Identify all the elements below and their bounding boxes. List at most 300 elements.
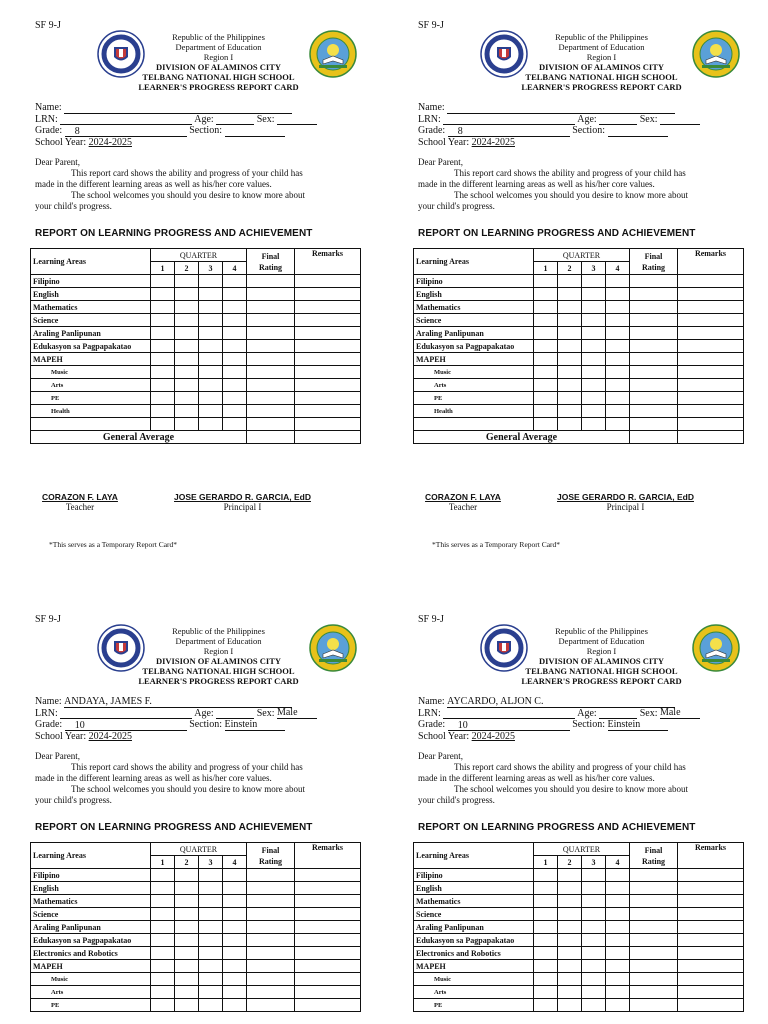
- grade-cell[interactable]: [151, 908, 175, 921]
- grade-cell[interactable]: [630, 340, 678, 353]
- grade-cell[interactable]: [678, 947, 744, 960]
- grade-cell[interactable]: [175, 379, 199, 392]
- grade-cell[interactable]: [295, 960, 361, 973]
- grade-cell[interactable]: [606, 960, 630, 973]
- grade-cell[interactable]: [247, 973, 295, 986]
- grade-cell[interactable]: [678, 973, 744, 986]
- grade-cell[interactable]: [151, 418, 175, 431]
- grade-field[interactable]: 8: [448, 127, 570, 137]
- grade-cell[interactable]: [175, 895, 199, 908]
- grade-cell[interactable]: [534, 340, 558, 353]
- grade-cell[interactable]: [247, 960, 295, 973]
- age-field[interactable]: [216, 708, 254, 719]
- grade-cell[interactable]: [534, 275, 558, 288]
- grade-cell[interactable]: [678, 895, 744, 908]
- grade-cell[interactable]: [630, 366, 678, 379]
- grade-cell[interactable]: [295, 986, 361, 999]
- grade-field[interactable]: 8: [65, 127, 187, 137]
- grade-cell[interactable]: [558, 340, 582, 353]
- grade-cell[interactable]: [199, 986, 223, 999]
- section-field[interactable]: [608, 126, 668, 137]
- grade-cell[interactable]: [175, 960, 199, 973]
- grade-cell[interactable]: [582, 934, 606, 947]
- grade-cell[interactable]: [247, 301, 295, 314]
- grade-cell[interactable]: [606, 986, 630, 999]
- name-field[interactable]: AYCARDO, ALJON C.: [447, 697, 675, 708]
- grade-cell[interactable]: [247, 869, 295, 882]
- grade-cell[interactable]: [199, 960, 223, 973]
- grade-cell[interactable]: [247, 934, 295, 947]
- grade-cell[interactable]: [678, 418, 744, 431]
- grade-cell[interactable]: [678, 353, 744, 366]
- grade-cell[interactable]: [558, 947, 582, 960]
- general-average-cell[interactable]: [630, 431, 678, 444]
- grade-cell[interactable]: [223, 366, 247, 379]
- grade-cell[interactable]: [295, 973, 361, 986]
- grade-cell[interactable]: [295, 314, 361, 327]
- grade-cell[interactable]: [582, 314, 606, 327]
- grade-cell[interactable]: [223, 908, 247, 921]
- grade-cell[interactable]: [295, 301, 361, 314]
- grade-cell[interactable]: [582, 973, 606, 986]
- grade-cell[interactable]: [223, 340, 247, 353]
- grade-cell[interactable]: [199, 869, 223, 882]
- grade-cell[interactable]: [630, 353, 678, 366]
- grade-cell[interactable]: [678, 934, 744, 947]
- grade-cell[interactable]: [199, 392, 223, 405]
- lrn-field[interactable]: [443, 114, 575, 125]
- grade-cell[interactable]: [534, 921, 558, 934]
- grade-cell[interactable]: [223, 353, 247, 366]
- grade-cell[interactable]: [151, 353, 175, 366]
- sex-field[interactable]: Male: [277, 708, 317, 719]
- grade-cell[interactable]: [630, 288, 678, 301]
- grade-cell[interactable]: [558, 366, 582, 379]
- grade-cell[interactable]: [534, 392, 558, 405]
- grade-cell[interactable]: [151, 301, 175, 314]
- grade-cell[interactable]: [606, 418, 630, 431]
- grade-cell[interactable]: [247, 418, 295, 431]
- grade-cell[interactable]: [199, 895, 223, 908]
- grade-cell[interactable]: [630, 986, 678, 999]
- grade-cell[interactable]: [678, 327, 744, 340]
- grade-cell[interactable]: [606, 999, 630, 1012]
- grade-cell[interactable]: [582, 353, 606, 366]
- grade-cell[interactable]: [630, 999, 678, 1012]
- grade-cell[interactable]: [582, 392, 606, 405]
- grade-cell[interactable]: [175, 392, 199, 405]
- grade-cell[interactable]: [295, 921, 361, 934]
- grade-cell[interactable]: [199, 405, 223, 418]
- grade-cell[interactable]: [678, 405, 744, 418]
- grade-cell[interactable]: [582, 340, 606, 353]
- grade-cell[interactable]: [223, 327, 247, 340]
- grade-cell[interactable]: [199, 882, 223, 895]
- grade-cell[interactable]: [175, 882, 199, 895]
- grade-cell[interactable]: [223, 999, 247, 1012]
- grade-cell[interactable]: [295, 405, 361, 418]
- grade-cell[interactable]: [630, 882, 678, 895]
- grade-cell[interactable]: [558, 973, 582, 986]
- grade-cell[interactable]: [223, 986, 247, 999]
- grade-cell[interactable]: [151, 947, 175, 960]
- grade-cell[interactable]: [247, 921, 295, 934]
- grade-cell[interactable]: [199, 908, 223, 921]
- grade-cell[interactable]: [175, 947, 199, 960]
- grade-cell[interactable]: [199, 327, 223, 340]
- grade-cell[interactable]: [606, 405, 630, 418]
- grade-cell[interactable]: [582, 947, 606, 960]
- grade-cell[interactable]: [558, 999, 582, 1012]
- grade-cell[interactable]: [247, 895, 295, 908]
- grade-cell[interactable]: [678, 999, 744, 1012]
- grade-cell[interactable]: [534, 908, 558, 921]
- grade-cell[interactable]: [606, 947, 630, 960]
- grade-cell[interactable]: [558, 379, 582, 392]
- grade-cell[interactable]: [558, 301, 582, 314]
- grade-cell[interactable]: [295, 366, 361, 379]
- grade-cell[interactable]: [534, 366, 558, 379]
- grade-cell[interactable]: [678, 275, 744, 288]
- grade-cell[interactable]: [558, 869, 582, 882]
- section-field[interactable]: Einstein: [608, 720, 668, 731]
- grade-cell[interactable]: [151, 960, 175, 973]
- grade-cell[interactable]: [630, 301, 678, 314]
- grade-cell[interactable]: [606, 379, 630, 392]
- grade-cell[interactable]: [151, 921, 175, 934]
- grade-cell[interactable]: [175, 418, 199, 431]
- grade-cell[interactable]: [678, 301, 744, 314]
- grade-cell[interactable]: [534, 882, 558, 895]
- grade-cell[interactable]: [630, 392, 678, 405]
- grade-cell[interactable]: [582, 960, 606, 973]
- grade-cell[interactable]: [199, 275, 223, 288]
- grade-cell[interactable]: [247, 392, 295, 405]
- grade-cell[interactable]: [558, 314, 582, 327]
- grade-cell[interactable]: [558, 934, 582, 947]
- grade-cell[interactable]: [582, 908, 606, 921]
- grade-cell[interactable]: [199, 288, 223, 301]
- grade-cell[interactable]: [175, 908, 199, 921]
- grade-cell[interactable]: [151, 314, 175, 327]
- grade-cell[interactable]: [151, 379, 175, 392]
- grade-cell[interactable]: [151, 999, 175, 1012]
- grade-cell[interactable]: [175, 921, 199, 934]
- grade-cell[interactable]: [558, 392, 582, 405]
- grade-cell[interactable]: [295, 934, 361, 947]
- grade-cell[interactable]: [247, 986, 295, 999]
- grade-cell[interactable]: [606, 340, 630, 353]
- grade-cell[interactable]: [151, 986, 175, 999]
- grade-cell[interactable]: [582, 999, 606, 1012]
- grade-cell[interactable]: [534, 869, 558, 882]
- grade-cell[interactable]: [295, 418, 361, 431]
- grade-cell[interactable]: [534, 379, 558, 392]
- grade-cell[interactable]: [582, 882, 606, 895]
- grade-cell[interactable]: [295, 895, 361, 908]
- grade-cell[interactable]: [151, 340, 175, 353]
- grade-cell[interactable]: [295, 275, 361, 288]
- grade-cell[interactable]: [223, 869, 247, 882]
- grade-cell[interactable]: [175, 327, 199, 340]
- grade-cell[interactable]: [199, 301, 223, 314]
- grade-cell[interactable]: [582, 895, 606, 908]
- grade-cell[interactable]: [223, 882, 247, 895]
- grade-cell[interactable]: [223, 895, 247, 908]
- grade-cell[interactable]: [606, 895, 630, 908]
- grade-cell[interactable]: [678, 314, 744, 327]
- grade-cell[interactable]: [295, 999, 361, 1012]
- sex-field[interactable]: [277, 114, 317, 125]
- grade-cell[interactable]: [151, 934, 175, 947]
- grade-cell[interactable]: [678, 288, 744, 301]
- age-field[interactable]: [599, 114, 637, 125]
- grade-cell[interactable]: [199, 418, 223, 431]
- grade-cell[interactable]: [558, 908, 582, 921]
- grade-cell[interactable]: [630, 895, 678, 908]
- grade-cell[interactable]: [606, 366, 630, 379]
- grade-cell[interactable]: [247, 947, 295, 960]
- lrn-field[interactable]: [443, 708, 575, 719]
- grade-cell[interactable]: [534, 986, 558, 999]
- grade-cell[interactable]: [175, 314, 199, 327]
- grade-cell[interactable]: [247, 275, 295, 288]
- grade-cell[interactable]: [630, 405, 678, 418]
- grade-cell[interactable]: [534, 353, 558, 366]
- grade-cell[interactable]: [223, 288, 247, 301]
- grade-cell[interactable]: [247, 405, 295, 418]
- grade-cell[interactable]: [175, 340, 199, 353]
- grade-cell[interactable]: [606, 392, 630, 405]
- grade-cell[interactable]: [247, 366, 295, 379]
- grade-cell[interactable]: [295, 869, 361, 882]
- sex-field[interactable]: [660, 114, 700, 125]
- grade-cell[interactable]: [582, 366, 606, 379]
- grade-cell[interactable]: [582, 275, 606, 288]
- grade-cell[interactable]: [534, 895, 558, 908]
- grade-cell[interactable]: [295, 882, 361, 895]
- grade-cell[interactable]: [295, 327, 361, 340]
- grade-cell[interactable]: [223, 392, 247, 405]
- grade-cell[interactable]: [558, 882, 582, 895]
- grade-cell[interactable]: [223, 314, 247, 327]
- grade-field[interactable]: 10: [65, 721, 187, 731]
- grade-cell[interactable]: [175, 275, 199, 288]
- grade-cell[interactable]: [199, 366, 223, 379]
- grade-cell[interactable]: [295, 379, 361, 392]
- grade-cell[interactable]: [175, 986, 199, 999]
- grade-cell[interactable]: [534, 314, 558, 327]
- grade-cell[interactable]: [223, 301, 247, 314]
- grade-cell[interactable]: [606, 353, 630, 366]
- name-field[interactable]: [64, 103, 292, 114]
- grade-cell[interactable]: [582, 986, 606, 999]
- grade-cell[interactable]: [175, 973, 199, 986]
- grade-cell[interactable]: [606, 301, 630, 314]
- grade-cell[interactable]: [247, 340, 295, 353]
- grade-cell[interactable]: [630, 379, 678, 392]
- age-field[interactable]: [216, 114, 254, 125]
- grade-cell[interactable]: [247, 288, 295, 301]
- grade-cell[interactable]: [558, 353, 582, 366]
- grade-field[interactable]: 10: [448, 721, 570, 731]
- grade-cell[interactable]: [175, 405, 199, 418]
- grade-cell[interactable]: [199, 314, 223, 327]
- grade-cell[interactable]: [223, 418, 247, 431]
- grade-cell[interactable]: [558, 895, 582, 908]
- grade-cell[interactable]: [678, 366, 744, 379]
- grade-cell[interactable]: [582, 418, 606, 431]
- grade-cell[interactable]: [606, 288, 630, 301]
- grade-cell[interactable]: [678, 986, 744, 999]
- grade-cell[interactable]: [223, 947, 247, 960]
- grade-cell[interactable]: [534, 960, 558, 973]
- section-field[interactable]: Einstein: [225, 720, 285, 731]
- grade-cell[interactable]: [678, 882, 744, 895]
- grade-cell[interactable]: [199, 973, 223, 986]
- grade-cell[interactable]: [151, 895, 175, 908]
- grade-cell[interactable]: [151, 327, 175, 340]
- grade-cell[interactable]: [151, 392, 175, 405]
- grade-cell[interactable]: [630, 934, 678, 947]
- grade-cell[interactable]: [223, 379, 247, 392]
- grade-cell[interactable]: [606, 275, 630, 288]
- grade-cell[interactable]: [151, 973, 175, 986]
- grade-cell[interactable]: [175, 999, 199, 1012]
- grade-cell[interactable]: [582, 921, 606, 934]
- grade-cell[interactable]: [558, 960, 582, 973]
- grade-cell[interactable]: [534, 999, 558, 1012]
- grade-cell[interactable]: [199, 999, 223, 1012]
- grade-cell[interactable]: [534, 301, 558, 314]
- grade-cell[interactable]: [534, 934, 558, 947]
- grade-cell[interactable]: [199, 353, 223, 366]
- grade-cell[interactable]: [247, 327, 295, 340]
- lrn-field[interactable]: [60, 708, 192, 719]
- grade-cell[interactable]: [582, 405, 606, 418]
- grade-cell[interactable]: [678, 908, 744, 921]
- grade-cell[interactable]: [223, 973, 247, 986]
- grade-cell[interactable]: [630, 947, 678, 960]
- grade-cell[interactable]: [630, 869, 678, 882]
- grade-cell[interactable]: [151, 869, 175, 882]
- grade-cell[interactable]: [175, 353, 199, 366]
- grade-cell[interactable]: [534, 947, 558, 960]
- grade-cell[interactable]: [151, 275, 175, 288]
- grade-cell[interactable]: [582, 379, 606, 392]
- grade-cell[interactable]: [606, 908, 630, 921]
- grade-cell[interactable]: [558, 327, 582, 340]
- grade-cell[interactable]: [558, 275, 582, 288]
- grade-cell[interactable]: [606, 921, 630, 934]
- grade-cell[interactable]: [558, 418, 582, 431]
- grade-cell[interactable]: [247, 999, 295, 1012]
- grade-cell[interactable]: [534, 288, 558, 301]
- grade-cell[interactable]: [606, 934, 630, 947]
- grade-cell[interactable]: [630, 973, 678, 986]
- grade-cell[interactable]: [630, 921, 678, 934]
- grade-cell[interactable]: [630, 908, 678, 921]
- grade-cell[interactable]: [630, 327, 678, 340]
- grade-cell[interactable]: [678, 379, 744, 392]
- general-average-remarks[interactable]: [678, 431, 744, 444]
- name-field[interactable]: [447, 103, 675, 114]
- grade-cell[interactable]: [223, 405, 247, 418]
- grade-cell[interactable]: [630, 960, 678, 973]
- grade-cell[interactable]: [630, 314, 678, 327]
- section-field[interactable]: [225, 126, 285, 137]
- grade-cell[interactable]: [678, 960, 744, 973]
- grade-cell[interactable]: [534, 405, 558, 418]
- general-average-remarks[interactable]: [295, 431, 361, 444]
- grade-cell[interactable]: [534, 327, 558, 340]
- grade-cell[interactable]: [606, 869, 630, 882]
- name-field[interactable]: ANDAYA, JAMES F.: [64, 697, 292, 708]
- grade-cell[interactable]: [558, 986, 582, 999]
- grade-cell[interactable]: [295, 340, 361, 353]
- grade-cell[interactable]: [223, 275, 247, 288]
- grade-cell[interactable]: [558, 921, 582, 934]
- grade-cell[interactable]: [175, 934, 199, 947]
- grade-cell[interactable]: [558, 405, 582, 418]
- grade-cell[interactable]: [534, 418, 558, 431]
- grade-cell[interactable]: [582, 301, 606, 314]
- grade-cell[interactable]: [606, 973, 630, 986]
- grade-cell[interactable]: [199, 947, 223, 960]
- grade-cell[interactable]: [295, 288, 361, 301]
- grade-cell[interactable]: [151, 288, 175, 301]
- sex-field[interactable]: Male: [660, 708, 700, 719]
- grade-cell[interactable]: [247, 314, 295, 327]
- grade-cell[interactable]: [606, 314, 630, 327]
- grade-cell[interactable]: [295, 353, 361, 366]
- grade-cell[interactable]: [151, 366, 175, 379]
- general-average-cell[interactable]: [247, 431, 295, 444]
- grade-cell[interactable]: [175, 366, 199, 379]
- grade-cell[interactable]: [295, 947, 361, 960]
- grade-cell[interactable]: [199, 921, 223, 934]
- grade-cell[interactable]: [151, 882, 175, 895]
- grade-cell[interactable]: [223, 960, 247, 973]
- grade-cell[interactable]: [295, 392, 361, 405]
- grade-cell[interactable]: [199, 379, 223, 392]
- grade-cell[interactable]: [582, 869, 606, 882]
- grade-cell[interactable]: [630, 275, 678, 288]
- lrn-field[interactable]: [60, 114, 192, 125]
- grade-cell[interactable]: [678, 340, 744, 353]
- grade-cell[interactable]: [223, 921, 247, 934]
- grade-cell[interactable]: [558, 288, 582, 301]
- grade-cell[interactable]: [678, 921, 744, 934]
- grade-cell[interactable]: [630, 418, 678, 431]
- grade-cell[interactable]: [199, 934, 223, 947]
- grade-cell[interactable]: [175, 288, 199, 301]
- age-field[interactable]: [599, 708, 637, 719]
- grade-cell[interactable]: [534, 973, 558, 986]
- grade-cell[interactable]: [678, 869, 744, 882]
- grade-cell[interactable]: [223, 934, 247, 947]
- grade-cell[interactable]: [295, 908, 361, 921]
- grade-cell[interactable]: [582, 288, 606, 301]
- grade-cell[interactable]: [175, 869, 199, 882]
- grade-cell[interactable]: [199, 340, 223, 353]
- grade-cell[interactable]: [247, 379, 295, 392]
- grade-cell[interactable]: [606, 327, 630, 340]
- grade-cell[interactable]: [678, 392, 744, 405]
- grade-cell[interactable]: [247, 353, 295, 366]
- grade-cell[interactable]: [606, 882, 630, 895]
- grade-cell[interactable]: [151, 405, 175, 418]
